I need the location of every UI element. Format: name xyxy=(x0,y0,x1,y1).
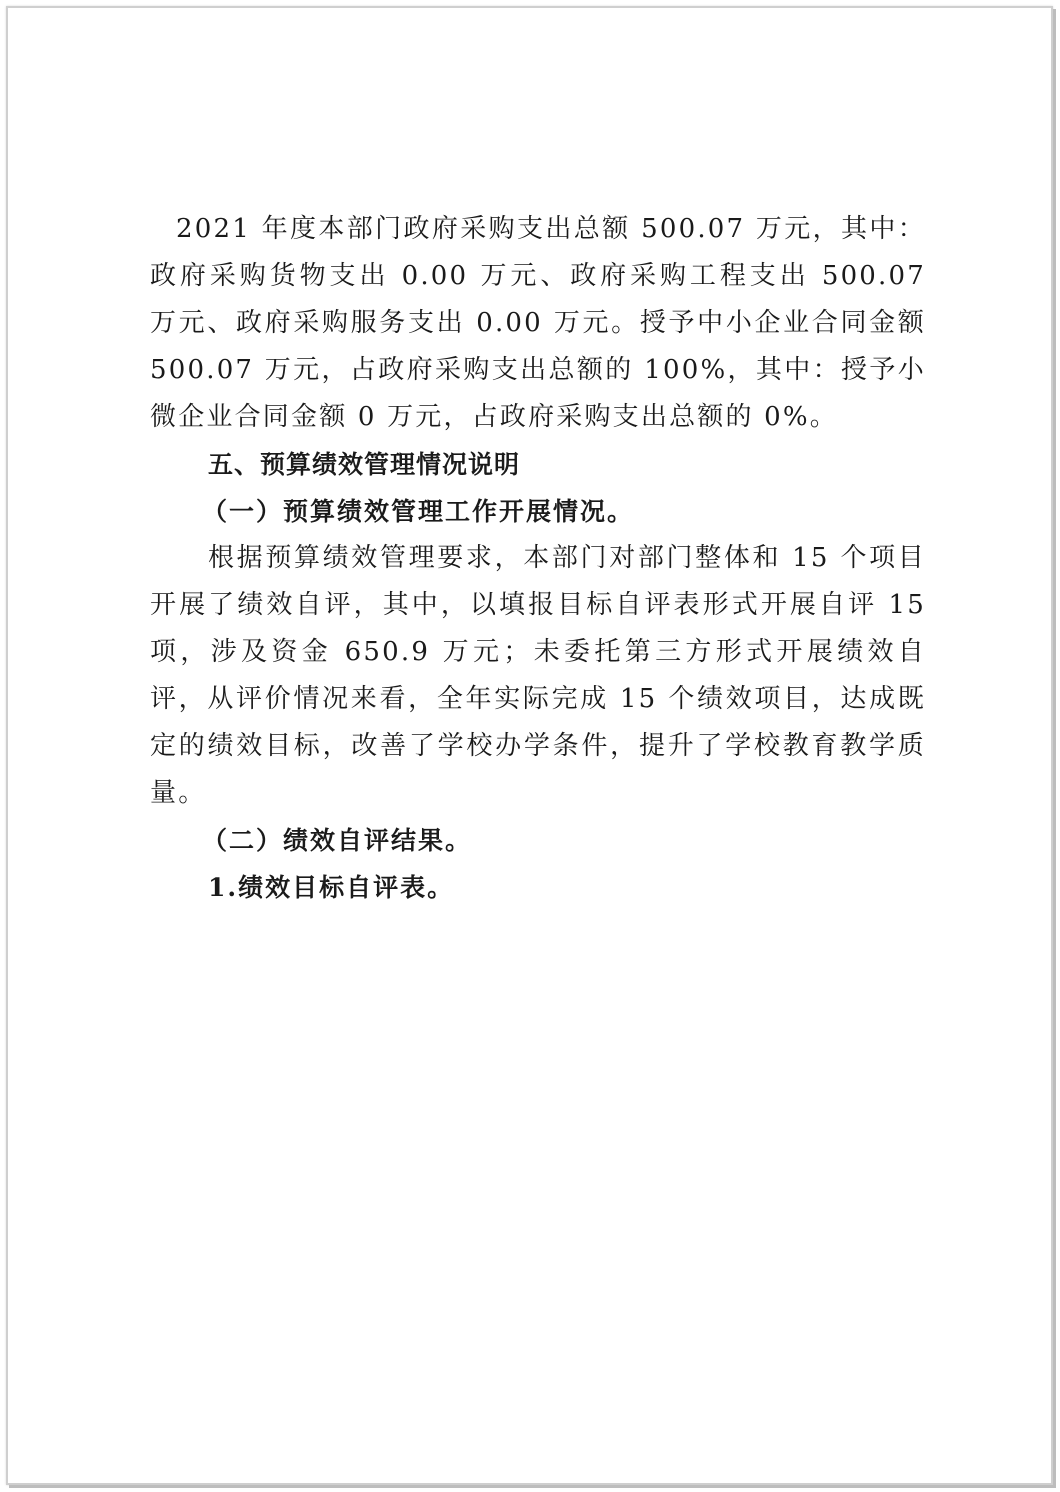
document-body xyxy=(150,206,926,911)
document-page xyxy=(6,6,1053,1485)
paragraph-performance: 根据预算绩效管理要求，本部门对部门整体和 15 个项目开展了绩效自评，其中，以填报目标自评表形式开展自评 15 项，涉及资金 650.9 万元；未委托第三方形式开展绩效自评，从评价情况来看，全年实际完成 15 个绩效项目，达成既定的绩效目标，改善了学校办学条件，提升了学校教育教学质量。 xyxy=(150,543,926,808)
item-one-heading: 1.绩效目标自评表。 xyxy=(208,873,455,902)
paragraph-procurement: 2021 年度本部门政府采购支出总额 500.07 万元，其中：政府采购货物支出 0.00 万元、政府采购工程支出 500.07 万元、政府采购服务支出 0.00 万元。授予中小企业合同金额 500.07 万元，占政府采购支出总额的 100%，其中：授予小微企业合同金额 0 万元，占政府采购支出总额的 0%。 xyxy=(150,214,926,432)
section-five-heading: 五、预算绩效管理情况说明 xyxy=(208,450,521,479)
subsection-two-heading: （二）绩效自评结果。 xyxy=(202,826,473,855)
subsection-one-heading: （一）预算绩效管理工作开展情况。 xyxy=(202,497,635,526)
